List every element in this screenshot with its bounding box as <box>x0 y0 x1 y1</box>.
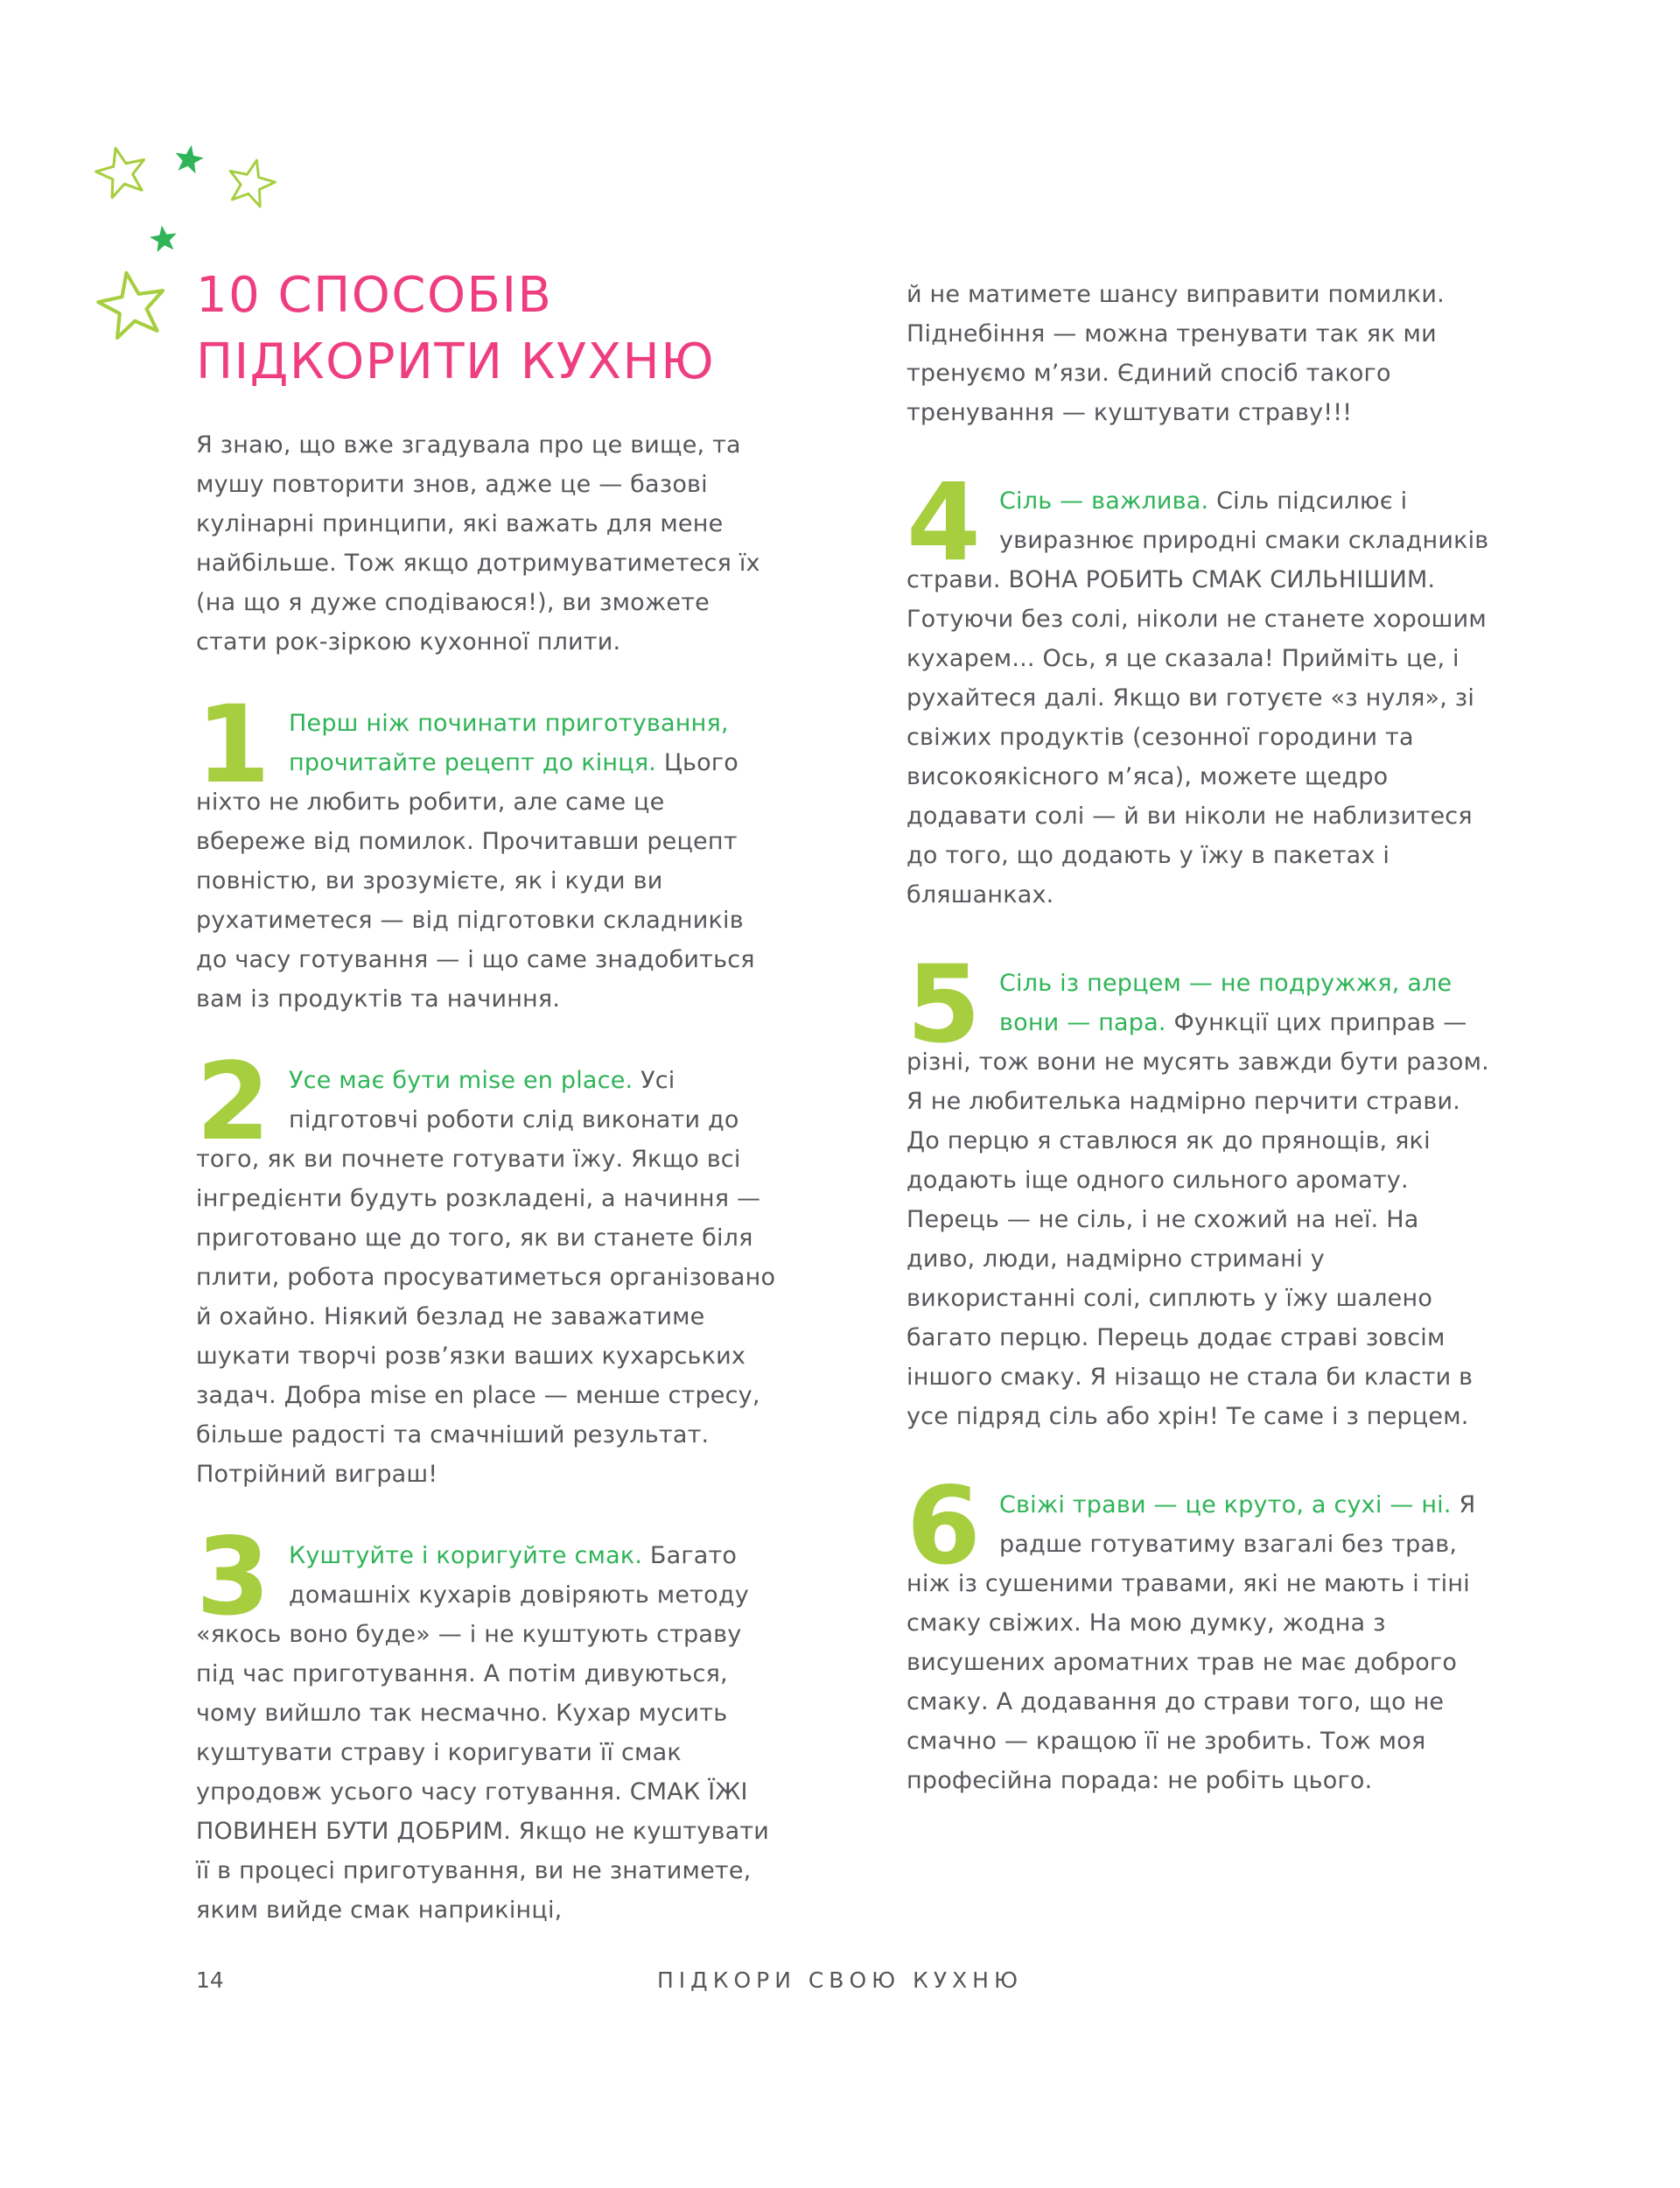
tip-body: Я радше готуватиму взагалі без трав, ніж із сушеними травами, які не мають і тіні смаку свіжих. На мою думку, жодна з висушених ароматних трав не має доброго смаку. А додавання до страви того, що не смачно — кращою її не зробить. Тож моя професійна порада: не робіть цього. <box>906 1491 1476 1794</box>
tip-number: 4 <box>906 460 981 585</box>
star-outline-icon <box>88 139 154 205</box>
tip-text <box>906 460 1491 915</box>
tip-text <box>196 1515 780 1930</box>
tip-heading: Свіжі трави — це круто, а сухі — ні. <box>999 1491 1452 1518</box>
tip-text <box>196 1040 780 1494</box>
tip-number: 2 <box>196 1040 270 1164</box>
tip-5 <box>906 943 1491 1436</box>
star-filled-icon <box>147 222 180 256</box>
tip-number: 6 <box>906 1464 981 1588</box>
page-number: 14 <box>196 1967 224 1993</box>
tip-text <box>196 683 780 1019</box>
tip-3 <box>196 1515 780 1930</box>
tip-6 <box>906 1464 1491 1800</box>
tip-body: Функції цих приправ — різні, тож вони не мусять завжди бути разом. Я не любителька надмірно перчити страви. До перцю я ставлюся як до прянощів, які додають іще одного сильного аромату. Перець — не сіль, і не схожий на неї. На диво, люди, надмірно стримані у використанні солі, сиплють у їжу шалено багато перцю. Перець додає страві зовсім іншого смаку. Я нізащо не стала би класти в усе підряд сіль або хрін! Те саме і з перцем. <box>906 1009 1489 1430</box>
tip-text <box>906 1464 1491 1800</box>
tip-heading: Сіль — важлива. <box>999 487 1209 515</box>
tip-text <box>906 943 1491 1436</box>
tip-body: Усі підготовчі роботи слід виконати до того, як ви почнете готувати їжу. Якщо всі інгредієнти будуть розкладені, а начиння — приготовано ще до того, як ви станете біля плити, робота просуватиметься організовано й охайно. Ніякий безлад не заважатиме шукати творчі розв’язки ваших кухарських задач. Добра mise en place — менше стресу, більше радості та смачніший результат. Потрійний виграш! <box>196 1067 776 1488</box>
tip-body: Цього ніхто не любить робити, але саме це вбереже від помилок. Прочитавши рецепт повністю, ви зрозумієте, як і куди ви рухатиметеся — від підготовки складників до часу готування — і що саме знадобиться вам із продуктів та начиння. <box>196 749 755 1013</box>
running-title: ПІДКОРИ СВОЮ КУХНЮ <box>657 1967 1023 1993</box>
tip-3-continuation: й не матимете шансу виправити помилки. Піднебіння — можна тренувати так як ми тренуємо м’язи. Єдиний спосіб такого тренування — куштувати страву!!! <box>906 281 1445 426</box>
tip-heading: Перш ніж починати приготування, прочитайте рецепт до кінця. <box>289 710 729 776</box>
tip-heading: Усе має бути mise en place. <box>289 1067 634 1094</box>
page-title <box>196 263 780 396</box>
tip-number: 1 <box>196 683 270 807</box>
page-footer <box>0 1967 1680 2002</box>
right-column <box>906 263 1491 1800</box>
tip-number: 3 <box>196 1515 270 1639</box>
intro-paragraph: Я знаю, що вже згадувала про це вище, та мушу повторити знов, адже це — базові кулінарні принципи, які важать для мене найбільше. Тож якщо дотримуватиметеся їх (на що я дуже сподіваюся!), ви зможете стати рок-зіркою кухонної плити. <box>196 431 760 656</box>
left-column <box>196 263 780 1930</box>
star-filled-icon <box>171 141 207 178</box>
page-title-line: ПІДКОРИТИ КУХНЮ <box>196 333 716 390</box>
tip-number: 5 <box>906 943 981 1067</box>
tip-body: Багато домашніх кухарів довіряють методу «якось воно буде» — і не куштують страву під час приготування. А потім дивуються, чому вийшло так несмачно. Кухар мусить куштувати страву і коригувати її смак упродовж усього часу готування. СМАК ЇЖІ ПОВИНЕН БУТИ ДОБРИМ. Якщо не куштувати її в процесі приготування, ви не знатимете, яким вийде смак наприкінці, <box>196 1542 770 1924</box>
page-content <box>196 263 1491 1930</box>
page-title-line: 10 СПОСОБІВ <box>196 267 553 324</box>
tip-4 <box>906 460 1491 915</box>
tip-1 <box>196 683 780 1019</box>
tip-body: Сіль підсилює і увиразнює природні смаки складників страви. ВОНА РОБИТЬ СМАК СИЛЬНІШИМ. Готуючи без солі, ніколи не станете хорошим кухарем... Ось, я це сказала! Прийміть це, і рухайтеся далі. Якщо ви готуєте «з нуля», зі свіжих продуктів (сезонної городини та високоякісного м’яса), можете щедро додавати солі — й ви ніколи не наблизитеся до того, що додають у їжу в пакетах і бляшанках. <box>906 487 1489 908</box>
tip-heading: Куштуйте і коригуйте смак. <box>289 1542 643 1569</box>
tip-heading: Сіль із перцем — не подружжя, але вони — пара. <box>999 970 1452 1036</box>
star-outline-icon <box>220 152 282 214</box>
tip-2 <box>196 1040 780 1494</box>
star-outline-icon <box>91 264 174 347</box>
